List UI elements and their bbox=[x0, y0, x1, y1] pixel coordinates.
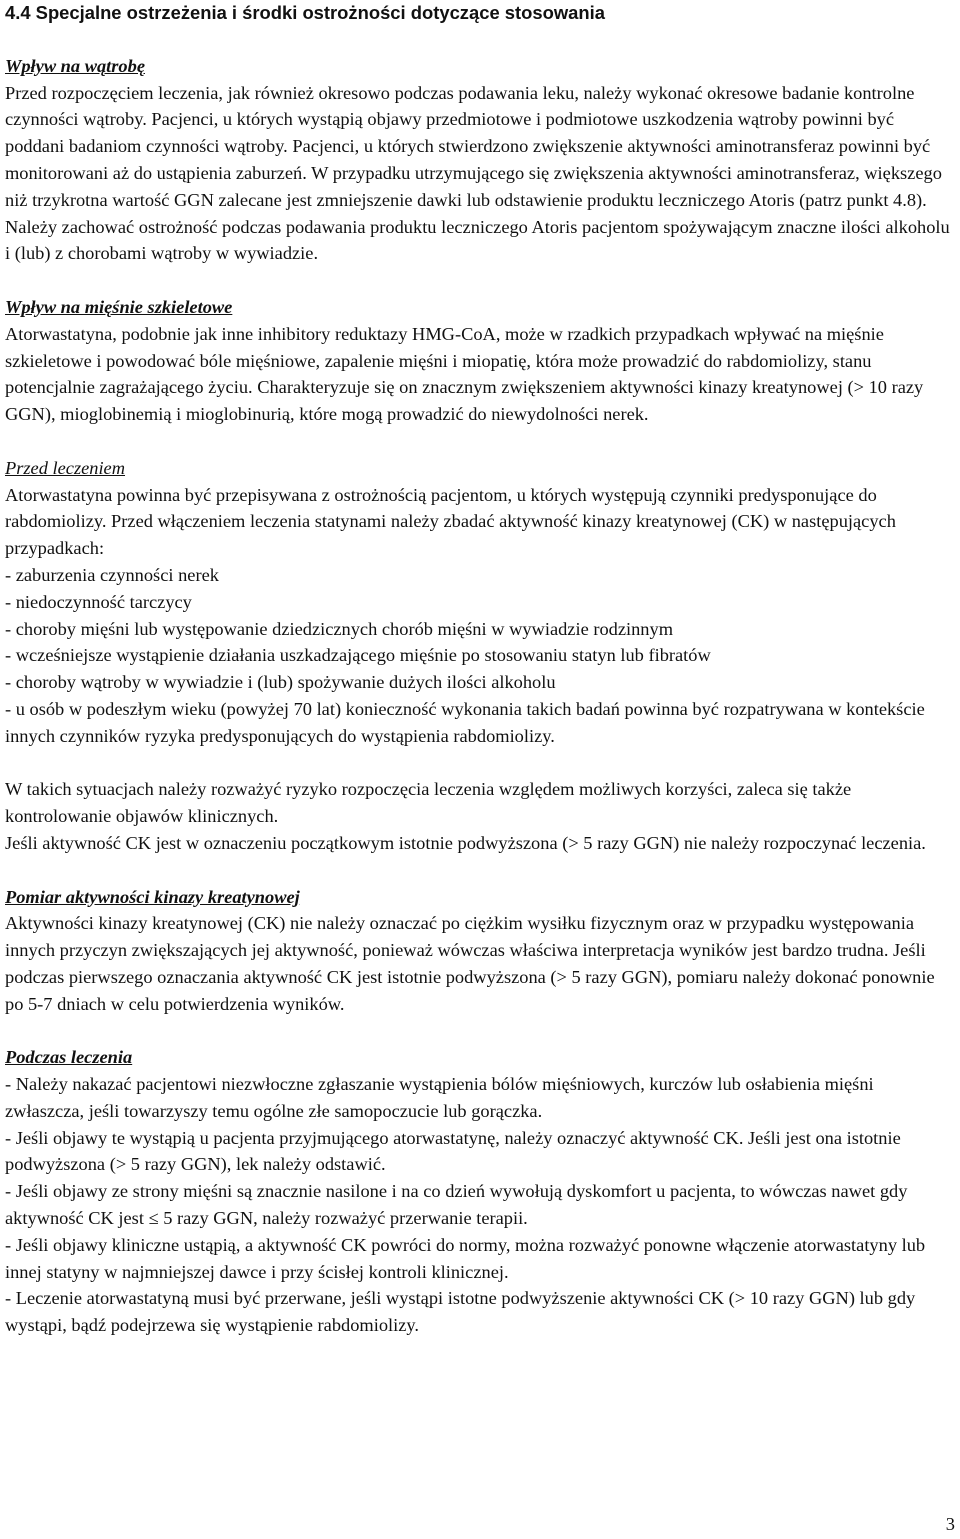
spacer bbox=[5, 267, 955, 294]
paragraph: W takich sytuacjach należy rozważyć ryzyko rozpoczęcia leczenia względem możliwych korzyści, zaleca się także kontrolowanie objawów klinicznych. bbox=[5, 779, 852, 827]
list-item: - zaburzenia czynności nerek bbox=[5, 564, 219, 585]
spacer bbox=[5, 428, 955, 455]
spacer bbox=[5, 26, 955, 53]
section-heading: 4.4 Specjalne ostrzeżenia i środki ostrożności dotyczące stosowania bbox=[5, 2, 605, 23]
paragraph: Należy zachować ostrożność podczas podawania produktu leczniczego Atoris pacjentom spożywającym znaczne ilości alkoholu i (lub) z chorobami wątroby w wywiadzie. bbox=[5, 216, 950, 264]
section-during-treatment bbox=[5, 1044, 955, 1339]
document-page bbox=[5, 0, 955, 1339]
list-item: - wcześniejsze wystąpienie działania uszkadzającego mięśnie po stosowaniu statyn lub fibratów bbox=[5, 645, 711, 666]
section-title-ck: Pomiar aktywności kinazy kreatynowej bbox=[5, 886, 300, 907]
section-title-muscles: Wpływ na mięśnie szkieletowe bbox=[5, 296, 233, 317]
list-item: - Jeśli objawy kliniczne ustąpią, a aktywność CK powróci do normy, można rozważyć ponowne włączenie atorwastatyny lub innej statyny w najmniejszej dawce i przy ścisłej kontroli klinicznej. bbox=[5, 1234, 926, 1282]
list-item: - niedoczynność tarczycy bbox=[5, 591, 192, 612]
paragraph: Aktywności kinazy kreatynowej (CK) nie należy oznaczać po ciężkim wysiłku fizycznym oraz w przypadku występowania innych przyczyn zwiększających jej aktywność, ponieważ wówczas właściwa interpretacja wyników jest bardzo trudna. Jeśli podczas pierwszego oznaczania aktywność CK jest istotnie podwyższona (> 5 razy GGN), pomiaru należy dokonać ponownie po 5-7 dniach w celu potwierdzenia wyników. bbox=[5, 913, 935, 1014]
list-item: - Leczenie atorwastatyną musi być przerwane, jeśli wystąpi istotne podwyższenie aktywności CK (> 10 razy GGN) lub gdy wystąpi, bądź podejrzewa się wystąpienie rabdomiolizy. bbox=[5, 1288, 916, 1336]
paragraph: Przed rozpoczęciem leczenia, jak również okresowo podczas podawania leku, należy wykonać okresowe badanie kontrolne czynności wątroby. Pacjenci, u których wystąpią objawy przedmiotowe i podmiotowe uszkodzenia wątroby powinni być poddani badaniom czynności wątroby. Pacjenci, u których stwierdzono zwiększenie aktywności aminotransferaz powinni być monitorowani aż do ustąpienia zaburzeń. W przypadku utrzymującego się zwiększenia aktywności aminotransferaz, większego niż trzykrotna wartość GGN zalecane jest zmniejszenie dawki lub odstawienie produktu leczniczego Atoris (patrz punkt 4.8). bbox=[5, 82, 942, 210]
section-before-treatment bbox=[5, 455, 955, 857]
paragraph: Atorwastatyna powinna być przepisywana z ostrożnością pacjentom, u których występują czynniki predysponujące do rabdomiolizy. Przed włączeniem leczenia statynami należy zbadać aktywność kinazy kreatynowej (CK) w następujących przypadkach: bbox=[5, 484, 896, 559]
spacer bbox=[5, 857, 955, 884]
list-item: - choroby wątroby w wywiadzie i (lub) spożywanie dużych ilości alkoholu bbox=[5, 672, 556, 693]
spacer bbox=[5, 750, 955, 777]
paragraph: Jeśli aktywność CK jest w oznaczeniu początkowym istotnie podwyższona (> 5 razy GGN) nie należy rozpoczynać leczenia. bbox=[5, 832, 926, 853]
list-item: - Należy nakazać pacjentowi niezwłoczne zgłaszanie wystąpienia bólów mięśniowych, kurczów lub osłabienia mięśni zwłaszcza, jeśli towarzyszy temu ogólne złe samopoczucie lub gorączka. bbox=[5, 1074, 874, 1121]
list-item: - Jeśli objawy ze strony mięśni są znacznie nasilone i na co dzień wywołują dyskomfort u pacjenta, to wówczas nawet gdy aktywność CK jest ≤ 5 razy GGN, należy rozważyć przerwanie terapii. bbox=[5, 1181, 908, 1229]
spacer bbox=[5, 1017, 955, 1044]
section-title-liver: Wpływ na wątrobę bbox=[5, 55, 145, 76]
list-item: - u osób w podeszłym wieku (powyżej 70 lat) konieczność wykonania takich badań powinna być rozpatrywana w kontekście innych czynników ryzyka predysponujących do wystąpienia rabdomiolizy. bbox=[5, 698, 925, 746]
section-title-during: Podczas leczenia bbox=[5, 1047, 133, 1068]
list-item: - Jeśli objawy te wystąpią u pacjenta przyjmującego atorwastatynę, należy oznaczyć aktywność CK. Jeśli jest ona istotnie podwyższona (> 5 razy GGN), lek należy odstawić. bbox=[5, 1127, 901, 1175]
page-number: 3 bbox=[945, 1514, 955, 1534]
list-item: - choroby mięśni lub występowanie dziedzicznych chorób mięśni w wywiadzie rodzinnym bbox=[5, 618, 674, 639]
paragraph: Atorwastatyna, podobnie jak inne inhibitory reduktazy HMG-CoA, może w rzadkich przypadkach wpływać na mięśnie szkieletowe i powodować bóle mięśniowe, zapalenie mięśni i miopatię, która może prowadzić do rabdomiolizy, stanu potencjalnie zagrażającego życiu. Charakteryzuje się on znacznym zwiększeniem aktywności kinazy kreatynowej (> 10 razy GGN), mioglobinemią i mioglobinurią, które mogą prowadzić do niewydolności nerek. bbox=[5, 323, 924, 425]
section-muscles bbox=[5, 294, 955, 428]
section-liver bbox=[5, 53, 955, 267]
section-ck-measurement bbox=[5, 884, 955, 1018]
section-title-before: Przed leczeniem bbox=[5, 457, 126, 478]
